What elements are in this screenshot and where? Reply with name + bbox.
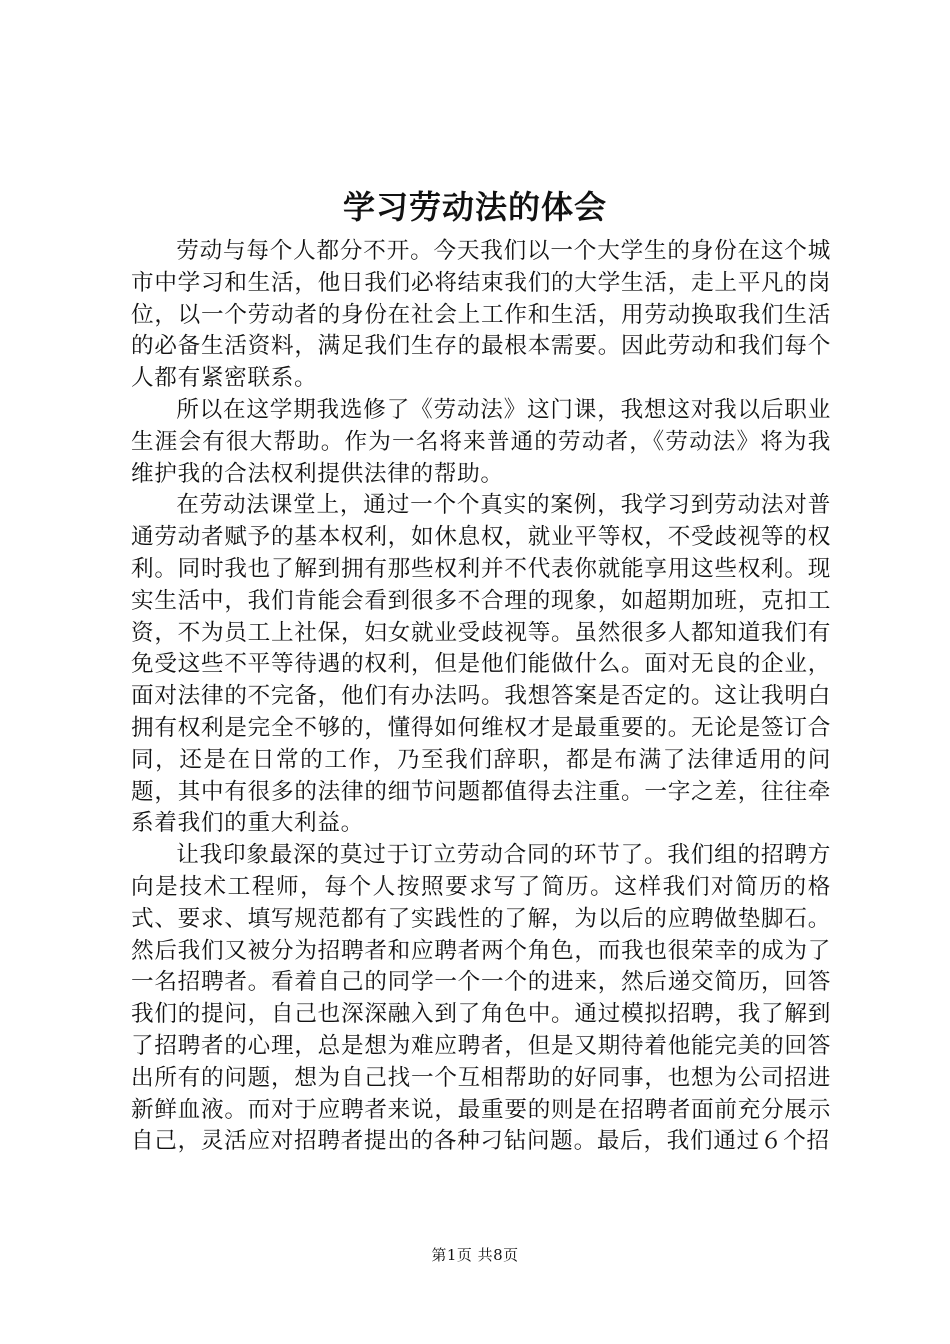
document-title: 学习劳动法的体会 [342, 188, 607, 226]
page-number-footer: 第1页 共8页 [431, 1246, 519, 1264]
paragraph-1: 劳动与每个人都分不开。今天我们以一个大学生的身份在这个城市中学习和生活，他日我们必将结束我们的大学生活，走上平凡的岗位，以一个劳动者的身份在社会上工作和生活，用劳动换取我们生活的必备生活资料，满足我们生存的最根本需要。因此劳动和我们每个人都有紧密联系。 [131, 238, 831, 392]
document-body [131, 236, 831, 1158]
paragraph-2: 所以在这学期我选修了《劳动法》这门课，我想这对我以后职业生涯会有很大帮助。作为一名将来普通的劳动者，《劳动法》将为我维护我的合法权利提供法律的帮助。 [131, 396, 831, 487]
paragraph-4: 让我印象最深的莫过于订立劳动合同的环节了。我们组的招聘方向是技术工程师，每个人按照要求写了简历。这样我们对简历的格式、要求、填写规范都有了实践性的了解，为以后的应聘做垫脚石。然后我们又被分为招聘者和应聘者两个角色，而我也很荣幸的成为了一名招聘者。看着自己的同学一个一个的进来，然后递交简历，回答我们的提问，自己也深深融入到了角色中。通过模拟招聘，我了解到了招聘者的心理，总是想为难应聘者，但是又期待着他能完美的回答出所有的问题，想为自己找一个互相帮助的好同事，也想为公司招进新鲜血液。而对于应聘者来说，最重要的则是在招聘者面前充分展示自己，灵活应对招聘者提出的各种刁钻问题。最后，我们通过６个招 [131, 842, 831, 1155]
paragraph-3: 在劳动法课堂上，通过一个个真实的案例，我学习到劳动法对普通劳动者赋予的基本权利，如休息权，就业平等权，不受歧视等的权利。同时我也了解到拥有那些权利并不代表你就能享用这些权利。现实生活中，我们肯能会看到很多不合理的现象，如超期加班，克扣工资，不为员工上社保，妇女就业受歧视等。虽然很多人都知道我们有免受这些不平等待遇的权利，但是他们能做什么。面对无良的企业，面对法律的不完备，他们有办法吗。我想答案是否定的。这让我明白拥有权利是完全不够的，懂得如何维权才是最重要的。无论是签订合同，还是在日常的工作，乃至我们辞职，都是布满了法律适用的问题，其中有很多的法律的细节问题都值得去注重。一字之差，往往牵系着我们的重大利益。 [131, 492, 831, 837]
